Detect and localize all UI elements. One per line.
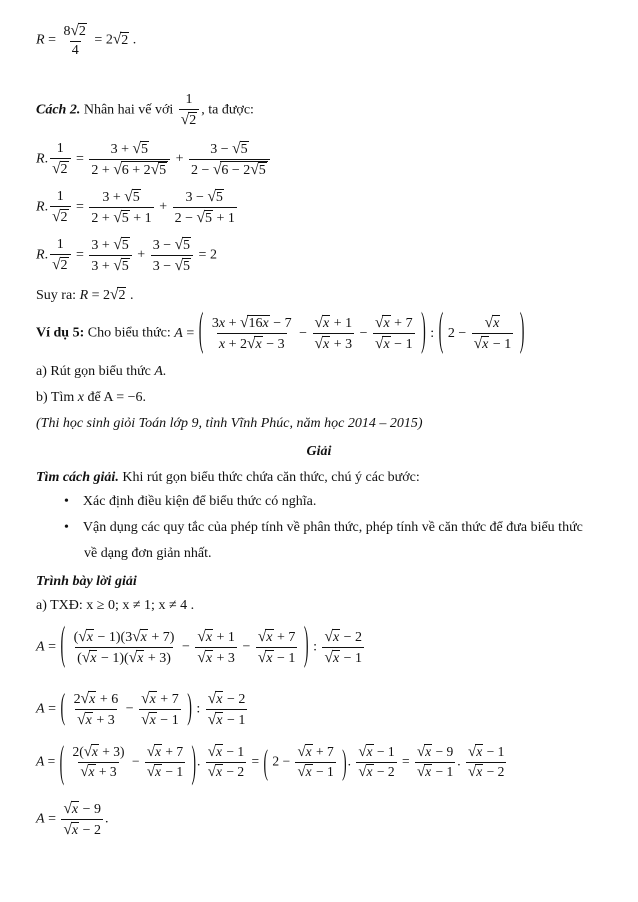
part-a	[36, 364, 166, 380]
example-5-text: Cho biểu thức:	[87, 325, 171, 341]
solution-final: A = $\frac{√x - 9}{√x - 2}$ .	[36, 800, 109, 838]
equation-step-3: R. $\frac{1}{√2}$ = $\frac{3 + √5}{3 + √5}$ + $\frac{3 - √5}{3 - √5}$ = 2	[36, 236, 217, 274]
part-a-var: A.	[154, 364, 167, 379]
approach-label: Tìm cách giải.	[36, 470, 119, 485]
part-a-text: a) Rút gọn biểu thức	[36, 364, 151, 379]
equation-r-value: R = $\frac{8√2}{4}$ = 2√2 .	[36, 22, 137, 58]
method-2-intro: Cách 2. Nhân hai vế với $\frac{1}{√2}$ , ta được:	[36, 92, 254, 128]
conclusion-line: Suy ra: R = 2√2 .	[36, 286, 134, 303]
part-b-mid: để	[87, 390, 101, 405]
domain-condition: x ≥ 0; x ≠ 1; x ≠ 4 .	[86, 598, 195, 613]
bullet-2-text: Vận dụng các quy tắc của phép tính về phân thức, phép tính về căn thức để đưa biểu thức	[82, 520, 583, 535]
equation-step-1: R. $\frac{1}{√2}$ = $\frac{3 + √5}{2 + √6 + 2√5}$ + $\frac{3 - √5}{2 - √6 - 2√5}$	[36, 140, 272, 179]
bullet-2	[64, 520, 583, 536]
part-b-var: x	[77, 390, 84, 405]
method-2-label: Cách 2.	[36, 102, 81, 118]
approach-line	[36, 470, 420, 486]
part-b-eq: A = −6.	[103, 390, 147, 405]
bullet-2-continued: về dạng đơn giản nhất.	[84, 546, 212, 561]
bullet-1-text: Xác định điều kiện để biểu thức có nghĩa.	[82, 494, 317, 509]
part-b	[36, 390, 146, 406]
solution-step-2: A = ( $\frac{2√x + 6}{√x + 3}$ − $\frac{√x + 7}{√x - 1}$ ) : $\frac{√x - 2}{√x - 1}$	[36, 688, 246, 728]
example-5-label: Ví dụ 5:	[36, 325, 85, 341]
method-2-after: , ta được:	[201, 102, 254, 118]
part-b-text: b) Tìm	[36, 390, 75, 405]
domain-line	[36, 598, 194, 614]
conclusion-label: Suy ra:	[36, 288, 77, 303]
equation-step-2: R. $\frac{1}{√2}$ = $\frac{3 + √5}{2 + √5 + 1}$ + $\frac{3 - √5}{2 - √5 + 1}$	[36, 188, 235, 226]
bullet-dot-icon: •	[64, 520, 69, 535]
bullet-dot-icon: •	[64, 494, 69, 509]
presentation-heading: Trình bày lời giải	[36, 574, 137, 589]
solution-heading: Giải	[306, 444, 332, 459]
solution-step-1: A = ( $\frac{(√x - 1)(3√x + 7)}{(√x - 1)(√x + 3)}$ − $\frac{√x + 1}{√x + 3}$ − $\frac{√x + 7}{√x - 1}$ ) : $\frac{√x - 2}{√x - 1}$	[36, 621, 363, 671]
method-2-text: Nhân hai vế với	[83, 102, 174, 118]
approach-text: Khi rút gọn biểu thức chứa căn thức, chú ý các bước:	[122, 470, 420, 485]
solution-step-3: A = ( $\frac{2(√x + 3)}{√x + 3}$ − $\frac{√x + 7}{√x - 1}$ ). $\frac{√x - 1}{√x - 2}$ = ( 2 − $\frac{√x + 7}{√x - 1}$ ). $\frac{√x - 1}{√x - 2}$ = $\frac{√x - 9}{√x - 1}$ . $\frac{√x - 1}{√x - 2}$	[36, 736, 505, 786]
domain-label: a) TXĐ:	[36, 598, 83, 613]
example-5: Ví dụ 5: Cho biểu thức: A = ( $\frac{3x + √16x - 7}{x + 2√x - 3}$ − $\frac{√x + 1}{√x + 3}$ − $\frac{√x + 7}{√x - 1}$ ) : ( 2 − $\frac{√x}{√x - 1}$ )	[36, 307, 525, 357]
source-note: (Thi học sinh giỏi Toán lớp 9, tỉnh Vĩnh Phúc, năm học 2014 – 2015)	[36, 416, 423, 431]
bullet-1	[64, 494, 316, 510]
